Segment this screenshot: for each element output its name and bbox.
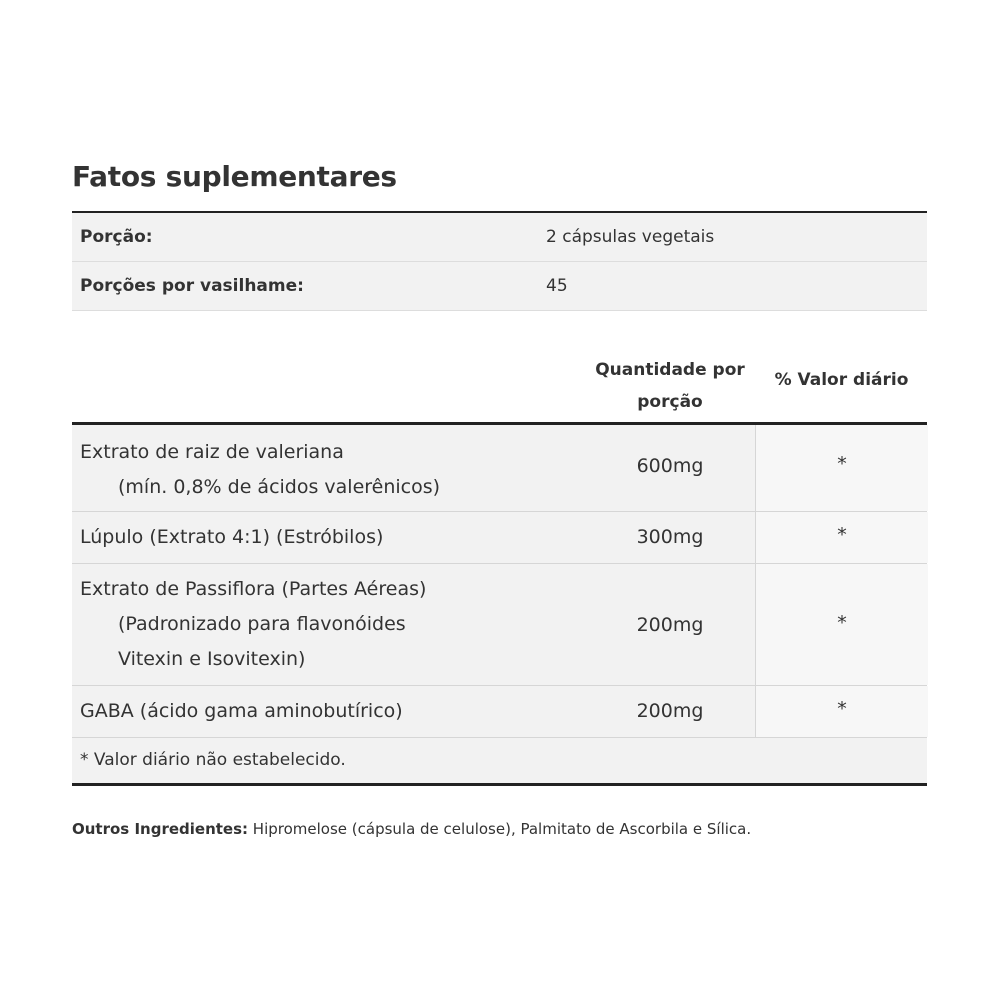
daily-value-cell xyxy=(755,686,928,737)
serving-size-value: 2 cápsulas vegetais xyxy=(546,227,715,247)
other-ingredients-text: Hipromelose (cápsula de celulose), Palmitato de Ascorbila e Sílica. xyxy=(248,820,752,838)
daily-value: * xyxy=(837,524,847,546)
daily-value-cell xyxy=(755,512,928,563)
ingredient-amount: 200mg xyxy=(636,700,704,722)
table-row xyxy=(72,564,927,686)
servings-per-container-label: Porções por vasilhame: xyxy=(80,276,304,296)
serving-info xyxy=(72,213,927,311)
ingredient-name xyxy=(80,572,426,677)
ingredient-name-line2: (Padronizado para flavonóides xyxy=(118,613,406,635)
serving-size-row xyxy=(72,213,927,262)
serving-size-label: Porção: xyxy=(80,227,153,247)
daily-value: * xyxy=(837,612,847,634)
servings-per-container-value: 45 xyxy=(546,276,568,296)
other-ingredients xyxy=(72,820,751,838)
amount-header-line1: Quantidade por xyxy=(595,360,745,380)
ingredient-name xyxy=(80,694,403,729)
other-ingredients-label: Outros Ingredientes: xyxy=(72,820,249,838)
ingredient-name-line1: GABA (ácido gama aminobutírico) xyxy=(80,700,403,722)
ingredient-amount: 300mg xyxy=(636,526,704,548)
footnote: * Valor diário não estabelecido. xyxy=(80,750,346,770)
ingredient-name xyxy=(80,520,383,555)
ingredients-table xyxy=(72,425,927,785)
daily-value: * xyxy=(837,453,847,475)
servings-per-container-row xyxy=(72,262,927,311)
amount-header-line2: porção xyxy=(637,392,703,412)
ingredient-name-line2: (mín. 0,8% de ácidos valerênicos) xyxy=(118,476,441,498)
daily-value: * xyxy=(837,698,847,720)
table-row xyxy=(72,686,927,738)
daily-value-cell xyxy=(755,564,928,685)
table-header xyxy=(72,340,927,422)
daily-value-header: % Valor diário xyxy=(774,370,909,390)
table-row xyxy=(72,425,927,512)
ingredient-name xyxy=(80,435,440,505)
footnote-row xyxy=(72,738,927,785)
page-title: Fatos suplementares xyxy=(72,160,397,193)
ingredient-amount: 200mg xyxy=(636,614,704,636)
bottom-divider xyxy=(72,783,927,786)
ingredient-name-line1: Extrato de Passiflora (Partes Aéreas) xyxy=(80,578,427,600)
ingredient-name-line1: Extrato de raiz de valeriana xyxy=(80,441,344,463)
daily-value-cell xyxy=(755,425,928,511)
ingredient-amount: 600mg xyxy=(636,455,704,477)
amount-per-serving-header xyxy=(582,354,758,418)
ingredient-name-line3: Vitexin e Isovitexin) xyxy=(118,648,306,670)
table-row xyxy=(72,512,927,564)
ingredient-name-line1: Lúpulo (Extrato 4:1) (Estróbilos) xyxy=(80,526,384,548)
